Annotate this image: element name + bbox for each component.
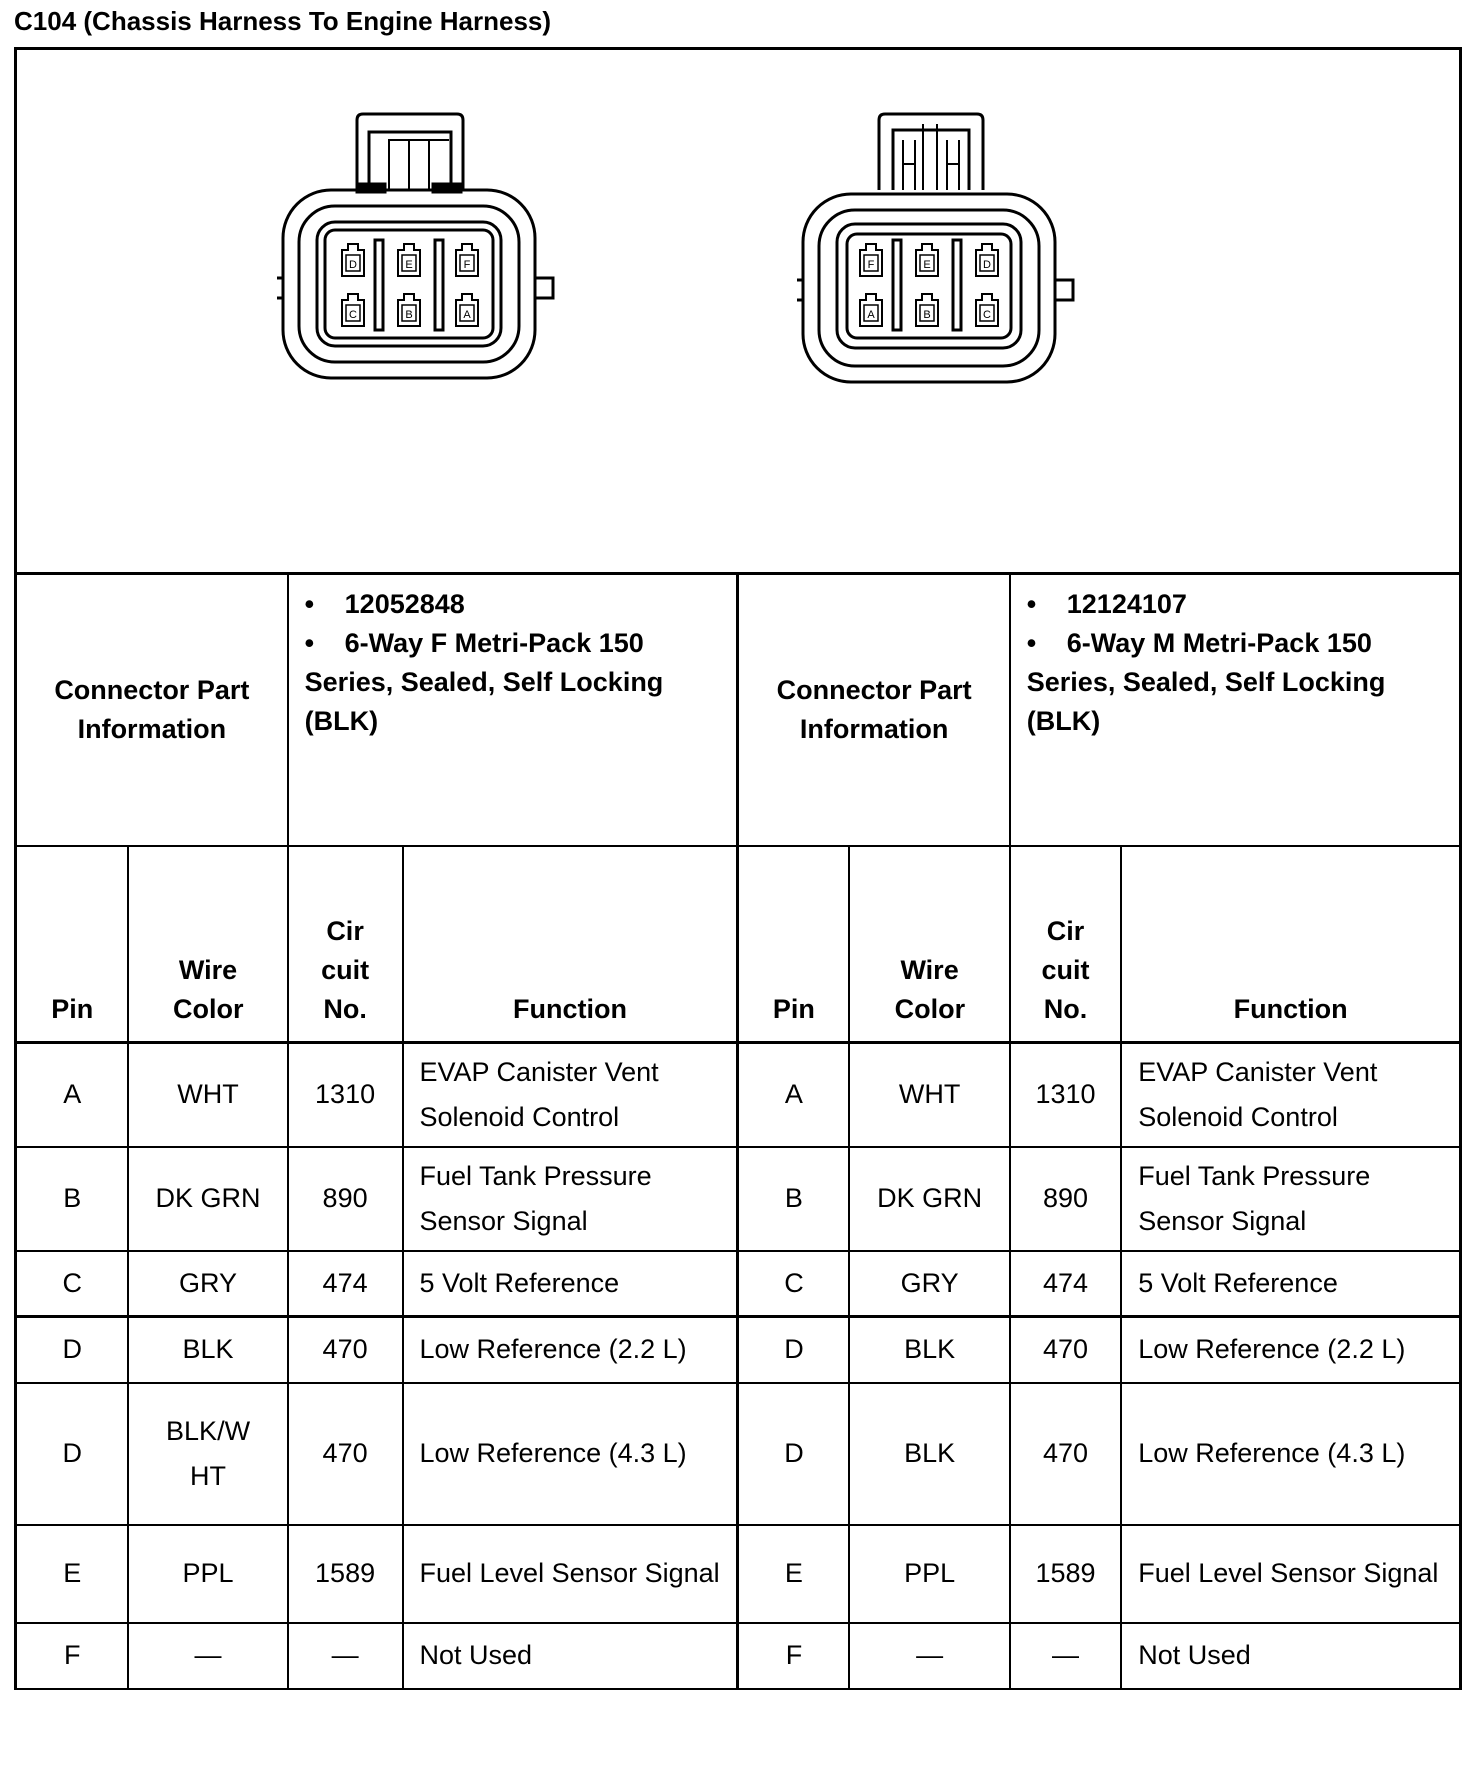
table-row	[17, 1043, 1459, 1147]
pin-cell: A	[17, 1043, 128, 1147]
part-number-item: • 12124107	[1026, 589, 1187, 619]
wire-color-cell: BLK/W HT	[128, 1383, 287, 1525]
table-row	[17, 1147, 1459, 1251]
pin-cell: C	[738, 1251, 849, 1317]
pin-cell: D	[738, 1383, 849, 1525]
svg-text:A: A	[867, 309, 875, 321]
svg-text:B: B	[923, 309, 931, 321]
wire-color-cell: DK GRN	[128, 1147, 287, 1251]
pin-cell: E	[17, 1525, 128, 1623]
function-cell: Fuel Tank Pressure Sensor Signal	[403, 1147, 738, 1251]
table-row	[17, 1383, 1459, 1525]
pinout-table	[17, 575, 1459, 1690]
circuit-cell: 890	[1010, 1147, 1121, 1251]
male-connector-drawing	[797, 110, 1137, 440]
svg-text:C: C	[983, 309, 991, 321]
wire-color-cell: BLK	[849, 1383, 1009, 1525]
header-pin: Pin	[17, 846, 128, 1043]
wire-color-cell: PPL	[128, 1525, 287, 1623]
circuit-cell: 1589	[1010, 1525, 1121, 1623]
connector-part-info	[288, 575, 738, 846]
connector-info-label: Connector Part Information	[738, 575, 1010, 846]
part-number-item: • 12052848	[304, 589, 465, 619]
header-wire-color: Wire Color	[128, 846, 287, 1043]
circuit-cell: 1589	[288, 1525, 403, 1623]
connector-info-row	[17, 575, 1459, 846]
function-cell: 5 Volt Reference	[403, 1251, 738, 1317]
pin-cell: F	[738, 1623, 849, 1689]
svg-text:B: B	[405, 309, 413, 321]
part-description-item: • 6-Way M Metri-Pack 150 Series, Sealed, Self Locking (BLK)	[1026, 628, 1386, 736]
svg-text:D: D	[983, 259, 991, 271]
page-title: C104 (Chassis Harness To Engine Harness)	[14, 6, 552, 36]
function-cell: Low Reference (4.3 L)	[1121, 1383, 1459, 1525]
function-cell: Fuel Level Sensor Signal	[403, 1525, 738, 1623]
pin-cell: F	[17, 1623, 128, 1689]
pin-cell: D	[17, 1383, 128, 1525]
header-circuit: Cir cuit No.	[288, 846, 403, 1043]
pinout-rows	[17, 1043, 1459, 1689]
svg-text:D: D	[349, 259, 357, 271]
pin-cell: B	[17, 1147, 128, 1251]
part-number: 12124107	[1066, 589, 1187, 619]
svg-text:F: F	[867, 259, 875, 271]
cavity-e	[916, 244, 938, 276]
cavity-e	[398, 244, 420, 276]
svg-text:C: C	[349, 309, 357, 321]
pin-cell: D	[738, 1317, 849, 1383]
cavity-a	[456, 294, 478, 326]
circuit-cell: 474	[1010, 1251, 1121, 1317]
wire-color-cell: —	[849, 1623, 1009, 1689]
function-cell: Low Reference (4.3 L)	[403, 1383, 738, 1525]
connector-part-info	[1010, 575, 1459, 846]
function-cell: 5 Volt Reference	[1121, 1251, 1459, 1317]
function-cell: Low Reference (2.2 L)	[403, 1317, 738, 1383]
function-cell: EVAP Canister Vent Solenoid Control	[403, 1043, 738, 1147]
circuit-cell: 470	[288, 1383, 403, 1525]
header-function: Function	[403, 846, 738, 1043]
function-cell: Fuel Tank Pressure Sensor Signal	[1121, 1147, 1459, 1251]
cavity-c	[342, 294, 364, 326]
circuit-cell: —	[288, 1623, 403, 1689]
wire-color-cell: GRY	[849, 1251, 1009, 1317]
table-row	[17, 1251, 1459, 1317]
cavity-d	[342, 244, 364, 276]
svg-text:E: E	[405, 259, 413, 271]
part-description: 6-Way F Metri-Pack 150 Series, Sealed, Self Locking (BLK)	[304, 628, 664, 736]
female-connector-drawing	[277, 110, 617, 440]
header-pin: Pin	[738, 846, 849, 1043]
wire-color-cell: PPL	[849, 1525, 1009, 1623]
pin-cell: A	[738, 1043, 849, 1147]
cavity-a	[860, 294, 882, 326]
wire-color-cell: BLK	[128, 1317, 287, 1383]
wire-color-cell: DK GRN	[849, 1147, 1009, 1251]
pin-cell: E	[738, 1525, 849, 1623]
part-number: 12052848	[344, 589, 465, 619]
table-row	[17, 1525, 1459, 1623]
table-header-row	[17, 846, 1459, 1043]
header-circuit: Cir cuit No.	[1010, 846, 1121, 1043]
function-cell: Not Used	[403, 1623, 738, 1689]
connector-frame	[14, 47, 1462, 1690]
circuit-cell: —	[1010, 1623, 1121, 1689]
circuit-cell: 1310	[288, 1043, 403, 1147]
function-cell: Fuel Level Sensor Signal	[1121, 1525, 1459, 1623]
circuit-cell: 470	[288, 1317, 403, 1383]
cavity-b	[916, 294, 938, 326]
pin-cell: C	[17, 1251, 128, 1317]
svg-text:A: A	[463, 309, 471, 321]
svg-text:E: E	[923, 259, 931, 271]
function-cell: Low Reference (2.2 L)	[1121, 1317, 1459, 1383]
header-wire-color: Wire Color	[849, 846, 1009, 1043]
wire-color-cell: WHT	[128, 1043, 287, 1147]
circuit-cell: 470	[1010, 1383, 1121, 1525]
cavity-c	[976, 294, 998, 326]
table-row	[17, 1623, 1459, 1689]
svg-text:F: F	[463, 259, 471, 271]
wire-color-cell: BLK	[849, 1317, 1009, 1383]
function-cell: Not Used	[1121, 1623, 1459, 1689]
circuit-cell: 890	[288, 1147, 403, 1251]
wire-color-cell: WHT	[849, 1043, 1009, 1147]
pin-cell: D	[17, 1317, 128, 1383]
circuit-cell: 474	[288, 1251, 403, 1317]
part-description: 6-Way M Metri-Pack 150 Series, Sealed, Self Locking (BLK)	[1026, 628, 1386, 736]
header-function: Function	[1121, 846, 1459, 1043]
part-description-item: • 6-Way F Metri-Pack 150 Series, Sealed, Self Locking (BLK)	[304, 628, 664, 736]
pin-cell: B	[738, 1147, 849, 1251]
function-cell: EVAP Canister Vent Solenoid Control	[1121, 1043, 1459, 1147]
cavity-b	[398, 294, 420, 326]
cavity-d	[976, 244, 998, 276]
circuit-cell: 470	[1010, 1317, 1121, 1383]
table-row	[17, 1317, 1459, 1383]
cavity-f	[456, 244, 478, 276]
wire-color-cell: —	[128, 1623, 287, 1689]
circuit-cell: 1310	[1010, 1043, 1121, 1147]
connector-diagram	[17, 50, 1459, 575]
cavity-f	[860, 244, 882, 276]
wire-color-cell: GRY	[128, 1251, 287, 1317]
connector-info-label: Connector Part Information	[17, 575, 288, 846]
